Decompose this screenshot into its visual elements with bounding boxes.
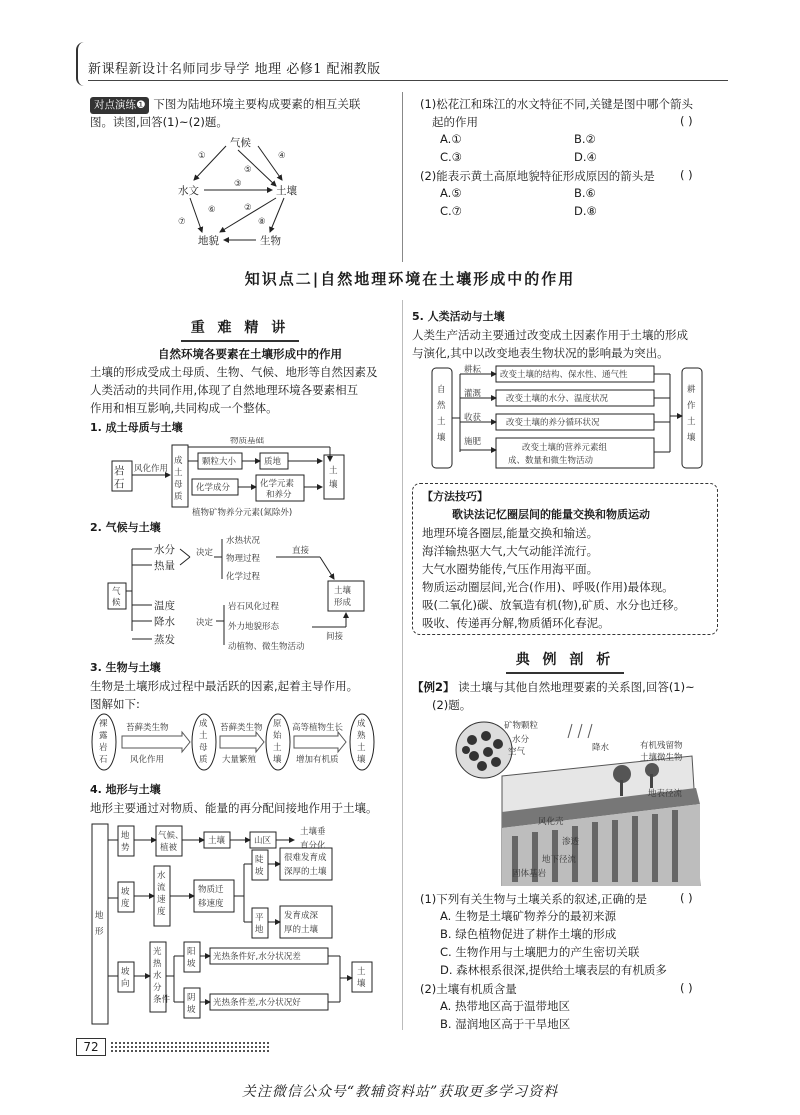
node-climate: 气候: [230, 137, 251, 149]
fig-label-grain: 矿物颗粒: [504, 721, 539, 731]
fig-label-water: 水分: [512, 735, 530, 745]
basis-label: 物质基础: [230, 437, 265, 446]
grain-size-label: 颗粒大小: [202, 457, 237, 467]
method-line-3: 大气水圈势能传,气压作用海平面。: [422, 562, 599, 576]
header-divider: [88, 80, 728, 81]
svg-text:土: 土: [273, 743, 282, 753]
svg-text:改变土壤的水分、温度状况: 改变土壤的水分、温度状况: [506, 394, 609, 404]
svg-text:风化作用: 风化作用: [130, 755, 165, 765]
svg-text:石: 石: [114, 478, 125, 490]
intro-line-1: 下图为陆地环境主要构成要素的相互关联: [153, 97, 361, 111]
svg-text:直分化: 直分化: [300, 841, 326, 851]
svg-text:度: 度: [121, 899, 130, 909]
svg-text:大量繁殖: 大量繁殖: [222, 755, 257, 765]
svg-text:水: 水: [157, 871, 166, 881]
label-2: ②: [244, 203, 252, 213]
svg-text:耕耘: 耕耘: [464, 365, 482, 375]
example-q1: (1)下列有关生物与土壤关系的叙述,正确的是: [420, 892, 647, 906]
heading-examples: 典 例 剖 析: [412, 650, 718, 674]
svg-text:土: 土: [437, 417, 446, 427]
label-7: ⑦: [178, 217, 186, 227]
svg-text:壤: 壤: [687, 433, 696, 443]
arrow-7: [190, 198, 202, 232]
svg-text:露: 露: [99, 731, 108, 741]
q1-option-b[interactable]: B.②: [574, 132, 596, 146]
intro-para-line-3: 作用和相互影响,共同构成一个整体。: [90, 401, 278, 415]
method-line-2: 海洋输热驱大气,大气动能洋流行。: [422, 544, 599, 558]
svg-text:自: 自: [437, 385, 446, 395]
svg-text:和养分: 和养分: [266, 490, 292, 500]
header-brace: [76, 42, 86, 86]
label-5: ⑤: [244, 165, 252, 175]
column-divider-top: [402, 92, 403, 262]
svg-text:成: 成: [174, 456, 183, 466]
svg-text:然: 然: [437, 401, 446, 411]
intro-line-2: 图。读图,回答(1)~(2)题。: [90, 115, 228, 129]
svg-text:势: 势: [121, 843, 130, 853]
svg-text:增加有机质: 增加有机质: [296, 755, 339, 765]
svg-text:土壤: 土壤: [208, 836, 226, 846]
section-4-title: 4. 地形与土壤: [90, 783, 161, 796]
page-number: 72: [76, 1038, 106, 1056]
svg-text:形: 形: [95, 927, 104, 937]
svg-text:土: 土: [329, 466, 338, 476]
practice-badge: 对点演练❶: [90, 97, 149, 114]
svg-text:形成: 形成: [334, 598, 352, 608]
svg-text:化学过程: 化学过程: [226, 572, 261, 582]
q2-option-b[interactable]: B.⑥: [574, 186, 596, 200]
biology-flow-diagram: [90, 712, 380, 772]
example-q2: (2)土壤有机质含量: [420, 982, 517, 996]
svg-text:热: 热: [153, 959, 162, 969]
weathering-label: 风化作用: [134, 464, 169, 474]
method-title: 【方法技巧】: [422, 490, 488, 503]
q2-option-c[interactable]: C.⑦: [440, 204, 462, 218]
example-q2-paren: ( ): [680, 981, 693, 995]
fig-label-air: 空气: [508, 747, 526, 757]
section-5-title: 5. 人类活动与土壤: [412, 310, 505, 323]
svg-text:耕: 耕: [687, 385, 696, 395]
section-title: 知识点二|自然地理环境在土壤形成中的作用: [244, 270, 576, 288]
svg-text:气: 气: [112, 587, 121, 597]
svg-text:作: 作: [687, 401, 696, 411]
svg-text:坡: 坡: [187, 959, 196, 969]
svg-text:植被: 植被: [160, 843, 178, 853]
section-2-title: 2. 气候与土壤: [90, 521, 161, 534]
svg-text:决定: 决定: [196, 618, 214, 628]
svg-text:土: 土: [357, 743, 366, 753]
biology-para-1: 生物是土壤形成过程中最活跃的因素,起着主导作用。: [90, 679, 359, 693]
q1-answer-paren: ( ): [680, 114, 693, 128]
svg-text:降水: 降水: [154, 616, 175, 628]
svg-text:物质迁: 物质迁: [198, 885, 224, 895]
fig-label-rain: 降水: [592, 743, 610, 753]
svg-text:土: 土: [199, 731, 208, 741]
svg-text:改变土壤的营养元素组: 改变土壤的营养元素组: [522, 443, 608, 453]
example-q1-option-d[interactable]: D. 森林根系很深,提供给土壤表层的有机质多: [440, 963, 667, 977]
svg-text:气候、: 气候、: [158, 831, 184, 841]
column-divider-main: [402, 300, 403, 1030]
q1-line-2: 起的作用: [432, 115, 478, 129]
example-q1-option-a[interactable]: A. 生物是土壤矿物养分的最初来源: [440, 909, 616, 923]
svg-text:壤: 壤: [357, 755, 366, 765]
svg-text:岩: 岩: [99, 743, 108, 753]
q2-option-d[interactable]: D.⑧: [574, 204, 597, 218]
svg-text:施肥: 施肥: [464, 437, 482, 447]
svg-text:高等植物生长: 高等植物生长: [292, 723, 344, 733]
climate-diagram: [106, 535, 376, 657]
q2-option-a[interactable]: A.⑤: [440, 186, 462, 200]
human-para-2: 与演化,其中以改变地表生物状况的影响最为突出。: [412, 346, 669, 360]
q1-line-1: (1)松花江和珠江的水文特征不同,关键是图中哪个箭头: [420, 97, 693, 111]
label-6: ⑥: [208, 205, 216, 215]
svg-text:移速度: 移速度: [198, 899, 224, 909]
method-line-1: 地理环境各圈层,能量交换和输送。: [422, 526, 599, 540]
svg-text:动植物、微生物活动: 动植物、微生物活动: [228, 642, 305, 652]
soil-relation-figure: [452, 716, 702, 886]
label-3: ③: [234, 179, 242, 189]
example-q2-option-a[interactable]: A. 热带地区高于温带地区: [440, 999, 570, 1013]
svg-text:土壤: 土壤: [334, 586, 352, 596]
svg-text:壤: 壤: [437, 433, 446, 443]
svg-text:温度: 温度: [154, 600, 175, 612]
svg-text:流: 流: [157, 883, 166, 893]
method-subtitle: 歌诀法记忆圈层间的能量交换和物质运动: [452, 508, 650, 521]
human-activity-diagram: [430, 362, 710, 476]
rock-label: 岩: [114, 465, 125, 477]
example-intro-2: (2)题。: [432, 698, 472, 712]
svg-text:土: 土: [357, 967, 366, 977]
svg-text:厚的土壤: 厚的土壤: [284, 925, 319, 935]
svg-text:度: 度: [157, 907, 166, 917]
svg-text:收获: 收获: [464, 413, 482, 423]
arrow-8: [270, 198, 284, 232]
intro-para-line-2: 人类活动的共同作用,体现了自然地理环境各要素相互: [90, 383, 359, 397]
page-number-bar: [76, 1038, 276, 1056]
terrain-para: 地形主要通过对物质、能量的再分配间接地作用于土壤。: [90, 801, 378, 815]
svg-text:苔藓类生物: 苔藓类生物: [126, 723, 169, 733]
svg-text:外力地貌形态: 外力地貌形态: [228, 622, 280, 632]
method-line-6: 吸收、传递再分解,物质循环化春泥。: [422, 616, 610, 630]
svg-text:岩石风化过程: 岩石风化过程: [228, 602, 280, 612]
svg-text:平: 平: [255, 913, 264, 923]
svg-text:地: 地: [95, 911, 104, 921]
svg-text:光热条件好,水分状况差: 光热条件好,水分状况差: [213, 952, 301, 962]
fig-label-runoff: 地表径流: [648, 789, 683, 799]
svg-text:地: 地: [255, 925, 264, 935]
svg-text:水: 水: [153, 971, 162, 981]
chem-comp-label: 化学成分: [196, 483, 231, 493]
svg-text:化学元素: 化学元素: [260, 479, 295, 489]
svg-text:苔藓类生物: 苔藓类生物: [220, 723, 263, 733]
parent-material-diagram: [110, 437, 380, 519]
terrain-diagram: [90, 818, 380, 1030]
svg-text:坡: 坡: [121, 887, 130, 897]
svg-text:壤: 壤: [329, 480, 338, 490]
human-para-1: 人类生产活动主要通过改变成土因素作用于土壤的形成: [412, 328, 688, 342]
example-q1-option-c[interactable]: C. 生物作用与土壤肥力的产生密切关联: [440, 945, 640, 959]
label-8: ⑧: [258, 217, 266, 227]
svg-text:候: 候: [112, 598, 121, 608]
svg-text:阳: 阳: [187, 947, 196, 957]
svg-text:土: 土: [687, 417, 696, 427]
q1-option-c[interactable]: C.③: [440, 150, 462, 164]
section-3-title: 3. 生物与土壤: [90, 661, 161, 674]
nutrient-note: 植物矿物养分元素(氮除外): [192, 508, 293, 518]
svg-text:阴: 阴: [187, 993, 196, 1003]
svg-text:坡: 坡: [187, 1005, 196, 1015]
page-number-dots: [110, 1041, 270, 1053]
svg-text:热量: 热量: [154, 560, 175, 572]
svg-text:土壤垂: 土壤垂: [300, 827, 326, 837]
svg-text:地: 地: [121, 831, 130, 841]
fig-label-organic: 有机残留物: [640, 741, 683, 751]
node-biology: 生物: [260, 235, 281, 247]
example-q1-paren: ( ): [680, 891, 693, 905]
svg-text:成: 成: [357, 719, 366, 729]
texture-label: 质地: [264, 457, 282, 467]
fig-label-groundwater: 地下径流: [542, 855, 577, 865]
svg-text:始: 始: [273, 731, 282, 741]
node-hydro: 水文: [178, 185, 199, 197]
svg-text:熟: 熟: [357, 731, 366, 741]
svg-text:成、数量和微生物活动: 成、数量和微生物活动: [508, 456, 594, 466]
svg-text:深厚的土壤: 深厚的土壤: [284, 867, 327, 877]
fig-label-microbes: 土壤微生物: [640, 753, 683, 763]
svg-text:壤: 壤: [357, 979, 366, 989]
svg-text:陡: 陡: [255, 855, 264, 865]
svg-text:质: 质: [174, 492, 183, 502]
node-landform: 地貌: [198, 235, 219, 247]
svg-text:山区: 山区: [254, 836, 272, 846]
practice-intro: [90, 95, 360, 114]
footer-note: 关注微信公众号“教辅资料站”获取更多学习资料: [241, 1084, 559, 1100]
biology-para-2: 图解如下:: [90, 697, 140, 711]
q1-option-a[interactable]: A.①: [440, 132, 462, 146]
svg-text:水分: 水分: [154, 544, 175, 556]
svg-text:发育成深: 发育成深: [284, 911, 319, 921]
svg-text:成: 成: [199, 719, 208, 729]
svg-text:改变土壤的养分循环状况: 改变土壤的养分循环状况: [506, 418, 600, 428]
svg-text:质: 质: [199, 755, 208, 765]
svg-text:很难发育成: 很难发育成: [284, 853, 327, 863]
label-4: ④: [278, 151, 286, 161]
svg-text:坡: 坡: [255, 867, 264, 877]
svg-text:改变土壤的结构、保水性、通气性: 改变土壤的结构、保水性、通气性: [500, 370, 628, 380]
svg-text:光热条件差,水分状况好: 光热条件差,水分状况好: [213, 998, 301, 1008]
q2-line: (2)能表示黄土高原地貌特征形成原因的箭头是: [420, 169, 655, 183]
q1-option-d[interactable]: D.④: [574, 150, 597, 164]
svg-text:原: 原: [273, 719, 282, 729]
svg-text:直接: 直接: [292, 546, 310, 556]
label-1: ①: [198, 151, 206, 161]
svg-text:速: 速: [157, 895, 166, 905]
svg-text:裸: 裸: [99, 719, 108, 729]
svg-text:土: 土: [174, 468, 183, 478]
intro-para-line-1: 土壤的形成受成土母质、生物、气候、地形等自然因素及: [90, 365, 378, 379]
svg-text:母: 母: [174, 480, 183, 490]
svg-text:蒸发: 蒸发: [154, 634, 175, 646]
svg-text:水热状况: 水热状况: [226, 536, 261, 546]
svg-text:光: 光: [153, 947, 162, 957]
book-title: 新课程新设计名师同步导学 地理 必修1 配湘教版: [88, 62, 381, 77]
element-relation-diagram: [160, 132, 330, 250]
fig-label-weathered-crust: 风化壳: [538, 817, 564, 827]
subheading-elements: 自然环境各要素在土壤形成中的作用: [158, 347, 342, 361]
heading-key-points: 重 难 精 讲: [90, 318, 390, 342]
method-line-4: 物质运动圈层间,光合(作用)、呼吸(作用)最体现。: [422, 580, 674, 594]
svg-text:条件: 条件: [153, 995, 171, 1005]
svg-text:母: 母: [199, 743, 208, 753]
svg-text:灌溉: 灌溉: [464, 389, 482, 399]
svg-text:坡: 坡: [121, 967, 130, 977]
svg-text:间接: 间接: [326, 632, 344, 642]
svg-text:壤: 壤: [273, 755, 282, 765]
example-q1-option-b[interactable]: B. 绿色植物促进了耕作土壤的形成: [440, 927, 617, 941]
method-line-5: 吸(二氧化)碳、放氧造有机(物),矿质、水分也迁移。: [422, 598, 686, 612]
fig-label-bedrock: 固体基岩: [512, 869, 547, 879]
section-1-title: 1. 成土母质与土壤: [90, 421, 183, 434]
q2-answer-paren: ( ): [680, 168, 693, 182]
svg-text:物理过程: 物理过程: [226, 554, 261, 564]
svg-text:决定: 决定: [196, 548, 214, 558]
svg-text:向: 向: [121, 979, 130, 989]
example-q2-option-b[interactable]: B. 湿润地区高于干旱地区: [440, 1017, 571, 1031]
fig-label-seepage: 渗透: [562, 837, 580, 847]
svg-text:分: 分: [153, 983, 162, 993]
example-intro-1: 【例2】 读土壤与其他自然地理要素的关系图,回答(1)~: [412, 680, 695, 694]
svg-text:石: 石: [99, 755, 108, 765]
node-soil: 土壤: [276, 185, 297, 197]
